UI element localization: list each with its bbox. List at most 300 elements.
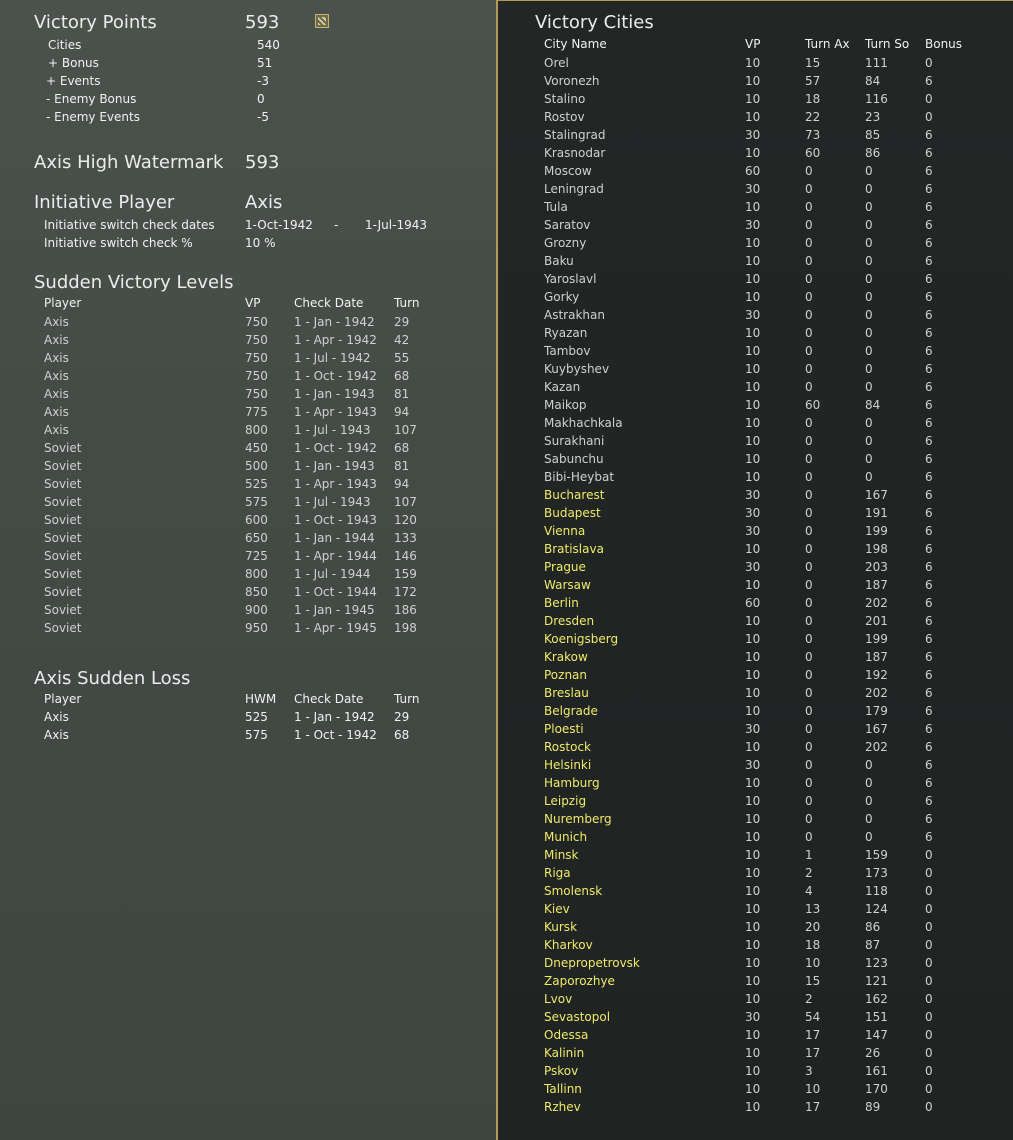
vp-breakdown-value: 540 <box>257 38 280 52</box>
city-name: Bucharest <box>544 488 605 502</box>
sv-vp: 725 <box>245 549 268 563</box>
city-bonus: 6 <box>925 632 933 646</box>
city-vp: 10 <box>745 470 761 484</box>
city-turn-ax: 17 <box>805 1100 821 1114</box>
sv-vp: 750 <box>245 315 268 329</box>
city-turn-so: 116 <box>865 92 888 106</box>
city-bonus: 6 <box>925 668 933 682</box>
city-vp: 10 <box>745 1046 761 1060</box>
city-bonus: 6 <box>925 452 933 466</box>
city-name: Orel <box>544 56 569 70</box>
city-turn-so: 87 <box>865 938 881 952</box>
city-bonus: 6 <box>925 704 933 718</box>
header-turn-ax: Turn Ax <box>805 37 850 51</box>
city-bonus: 6 <box>925 254 933 268</box>
city-turn-so: 192 <box>865 668 888 682</box>
city-bonus: 6 <box>925 74 933 88</box>
city-turn-ax: 0 <box>805 524 813 538</box>
city-turn-so: 159 <box>865 848 888 862</box>
sv-turn: 29 <box>394 315 410 329</box>
initiative-pct-value: 10 % <box>245 236 276 250</box>
city-vp: 10 <box>745 416 761 430</box>
city-turn-so: 202 <box>865 596 888 610</box>
city-bonus: 6 <box>925 812 933 826</box>
city-turn-so: 198 <box>865 542 888 556</box>
initiative-date-from: 1-Oct-1942 <box>245 218 313 232</box>
sv-turn: 94 <box>394 405 410 419</box>
city-bonus: 6 <box>925 614 933 628</box>
sv-vp: 850 <box>245 585 268 599</box>
sv-vp: 650 <box>245 531 268 545</box>
city-turn-ax: 0 <box>805 290 813 304</box>
city-name: Riga <box>544 866 571 880</box>
city-turn-ax: 18 <box>805 938 821 952</box>
sv-turn: 107 <box>394 495 417 509</box>
sv-vp: 800 <box>245 567 268 581</box>
victory-cities-panel <box>498 1 1013 1140</box>
city-name: Maikop <box>544 398 587 412</box>
city-name: Dresden <box>544 614 595 628</box>
city-name: Bibi-Heybat <box>544 470 615 484</box>
header-player: Player <box>44 296 82 310</box>
axis-hwm-value: 593 <box>245 152 280 173</box>
sv-turn: 120 <box>394 513 417 527</box>
city-turn-ax: 0 <box>805 200 813 214</box>
city-bonus: 6 <box>925 290 933 304</box>
city-name: Sabunchu <box>544 452 604 466</box>
city-bonus: 6 <box>925 380 933 394</box>
sv-check-date: 1 - Apr - 1945 <box>294 621 377 635</box>
city-turn-so: 0 <box>865 470 873 484</box>
city-turn-ax: 57 <box>805 74 821 88</box>
city-bonus: 0 <box>925 848 933 862</box>
city-bonus: 6 <box>925 560 933 574</box>
sv-turn: 159 <box>394 567 417 581</box>
city-turn-ax: 22 <box>805 110 821 124</box>
city-turn-ax: 3 <box>805 1064 813 1078</box>
city-turn-so: 0 <box>865 326 873 340</box>
city-turn-so: 0 <box>865 290 873 304</box>
city-name: Breslau <box>544 686 589 700</box>
city-turn-so: 0 <box>865 218 873 232</box>
city-bonus: 0 <box>925 884 933 898</box>
sv-turn: 42 <box>394 333 410 347</box>
city-bonus: 6 <box>925 650 933 664</box>
sv-turn: 81 <box>394 387 410 401</box>
city-turn-ax: 0 <box>805 830 813 844</box>
vp-breakdown-label: - Enemy Events <box>46 110 140 124</box>
city-bonus: 6 <box>925 830 933 844</box>
city-name: Kursk <box>544 920 578 934</box>
sudden-victory-title: Sudden Victory Levels <box>34 272 234 293</box>
sv-turn: 198 <box>394 621 417 635</box>
sv-player: Axis <box>44 333 69 347</box>
victory-cities-title: Victory Cities <box>535 12 654 33</box>
city-bonus: 6 <box>925 524 933 538</box>
city-name: Helsinki <box>544 758 592 772</box>
sv-player: Axis <box>44 405 69 419</box>
city-turn-so: 0 <box>865 830 873 844</box>
initiative-pct-label: Initiative switch check % <box>44 236 193 250</box>
city-turn-so: 0 <box>865 416 873 430</box>
initiative-dates-label: Initiative switch check dates <box>44 218 215 232</box>
city-bonus: 0 <box>925 974 933 988</box>
victory-points-title: Victory Points <box>34 12 157 33</box>
city-turn-ax: 0 <box>805 218 813 232</box>
city-turn-so: 111 <box>865 56 888 70</box>
city-bonus: 0 <box>925 1028 933 1042</box>
city-turn-ax: 13 <box>805 902 821 916</box>
city-turn-so: 0 <box>865 452 873 466</box>
city-name: Saratov <box>544 218 591 232</box>
sv-vp: 750 <box>245 351 268 365</box>
city-turn-ax: 15 <box>805 974 821 988</box>
city-bonus: 6 <box>925 308 933 322</box>
sl-hwm: 575 <box>245 728 268 742</box>
header-vp: VP <box>245 296 261 310</box>
sv-check-date: 1 - Jul - 1943 <box>294 495 371 509</box>
city-turn-so: 86 <box>865 146 881 160</box>
city-turn-ax: 0 <box>805 326 813 340</box>
city-turn-ax: 0 <box>805 344 813 358</box>
toggle-icon[interactable] <box>315 14 329 28</box>
header-turn: Turn <box>394 692 420 706</box>
city-turn-ax: 17 <box>805 1046 821 1060</box>
city-name: Budapest <box>544 506 601 520</box>
city-bonus: 0 <box>925 1082 933 1096</box>
city-turn-so: 0 <box>865 200 873 214</box>
vp-breakdown-label: Cities <box>48 38 82 52</box>
city-turn-so: 173 <box>865 866 888 880</box>
city-name: Stalino <box>544 92 586 106</box>
sl-check-date: 1 - Jan - 1942 <box>294 710 375 724</box>
city-turn-ax: 0 <box>805 308 813 322</box>
city-turn-so: 26 <box>865 1046 881 1060</box>
header-vp: VP <box>745 37 761 51</box>
city-vp: 10 <box>745 434 761 448</box>
city-vp: 60 <box>745 164 761 178</box>
city-turn-so: 84 <box>865 398 881 412</box>
city-turn-ax: 0 <box>805 758 813 772</box>
city-bonus: 6 <box>925 398 933 412</box>
city-vp: 30 <box>745 182 761 196</box>
city-turn-ax: 0 <box>805 488 813 502</box>
city-name: Moscow <box>544 164 592 178</box>
sv-vp: 500 <box>245 459 268 473</box>
city-turn-ax: 0 <box>805 380 813 394</box>
sv-turn: 146 <box>394 549 417 563</box>
city-turn-ax: 0 <box>805 794 813 808</box>
axis-hwm-title: Axis High Watermark <box>34 152 224 173</box>
city-turn-so: 201 <box>865 614 888 628</box>
city-bonus: 6 <box>925 362 933 376</box>
sudden-loss-title: Axis Sudden Loss <box>34 668 191 689</box>
sv-check-date: 1 - Jul - 1943 <box>294 423 371 437</box>
city-name: Makhachkala <box>544 416 623 430</box>
sl-hwm: 525 <box>245 710 268 724</box>
city-name: Dnepropetrovsk <box>544 956 640 970</box>
city-bonus: 6 <box>925 794 933 808</box>
city-turn-ax: 0 <box>805 776 813 790</box>
header-turn-so: Turn So <box>865 37 910 51</box>
sv-turn: 55 <box>394 351 410 365</box>
city-name: Rzhev <box>544 1100 581 1114</box>
city-name: Kharkov <box>544 938 593 952</box>
city-turn-so: 0 <box>865 794 873 808</box>
city-turn-so: 147 <box>865 1028 888 1042</box>
sv-turn: 81 <box>394 459 410 473</box>
city-vp: 10 <box>745 794 761 808</box>
vp-breakdown-label: - Enemy Bonus <box>46 92 137 106</box>
city-turn-ax: 0 <box>805 740 813 754</box>
city-vp: 10 <box>745 614 761 628</box>
city-vp: 30 <box>745 722 761 736</box>
city-bonus: 6 <box>925 686 933 700</box>
city-turn-so: 162 <box>865 992 888 1006</box>
city-name: Vienna <box>544 524 586 538</box>
city-name: Rostov <box>544 110 585 124</box>
city-bonus: 0 <box>925 992 933 1006</box>
city-vp: 30 <box>745 128 761 142</box>
header-city-name: City Name <box>544 37 607 51</box>
city-bonus: 6 <box>925 434 933 448</box>
city-turn-ax: 0 <box>805 164 813 178</box>
city-name: Ploesti <box>544 722 584 736</box>
sv-player: Soviet <box>44 513 82 527</box>
city-bonus: 6 <box>925 722 933 736</box>
city-turn-ax: 0 <box>805 668 813 682</box>
header-hwm: HWM <box>245 692 277 706</box>
city-turn-so: 23 <box>865 110 881 124</box>
city-bonus: 6 <box>925 218 933 232</box>
city-vp: 10 <box>745 668 761 682</box>
city-vp: 10 <box>745 290 761 304</box>
city-bonus: 6 <box>925 200 933 214</box>
city-turn-so: 0 <box>865 380 873 394</box>
sv-player: Soviet <box>44 495 82 509</box>
header-check-date: Check Date <box>294 296 364 310</box>
sv-check-date: 1 - Apr - 1944 <box>294 549 377 563</box>
city-bonus: 0 <box>925 938 933 952</box>
city-name: Kiev <box>544 902 570 916</box>
city-vp: 10 <box>745 236 761 250</box>
city-turn-ax: 2 <box>805 866 813 880</box>
city-vp: 30 <box>745 308 761 322</box>
sl-turn: 68 <box>394 728 410 742</box>
city-turn-ax: 0 <box>805 236 813 250</box>
sl-player: Axis <box>44 728 69 742</box>
victory-summary-panel <box>0 0 496 1140</box>
city-turn-ax: 17 <box>805 1028 821 1042</box>
city-name: Prague <box>544 560 586 574</box>
sv-vp: 600 <box>245 513 268 527</box>
city-turn-ax: 60 <box>805 146 821 160</box>
city-vp: 10 <box>745 1028 761 1042</box>
city-turn-so: 0 <box>865 434 873 448</box>
city-bonus: 6 <box>925 164 933 178</box>
city-turn-ax: 10 <box>805 956 821 970</box>
sv-player: Axis <box>44 387 69 401</box>
city-turn-ax: 0 <box>805 254 813 268</box>
sv-player: Axis <box>44 315 69 329</box>
city-vp: 10 <box>745 686 761 700</box>
city-turn-so: 0 <box>865 758 873 772</box>
city-vp: 30 <box>745 506 761 520</box>
city-bonus: 0 <box>925 1046 933 1060</box>
city-vp: 10 <box>745 812 761 826</box>
city-name: Nuremberg <box>544 812 612 826</box>
city-vp: 10 <box>745 146 761 160</box>
city-name: Tambov <box>544 344 591 358</box>
city-turn-ax: 0 <box>805 272 813 286</box>
city-name: Kuybyshev <box>544 362 610 376</box>
city-name: Zaporozhye <box>544 974 615 988</box>
city-vp: 10 <box>745 1100 761 1114</box>
city-turn-so: 167 <box>865 488 888 502</box>
city-bonus: 6 <box>925 470 933 484</box>
sv-player: Soviet <box>44 603 82 617</box>
sv-player: Soviet <box>44 621 82 635</box>
city-vp: 30 <box>745 1010 761 1024</box>
city-bonus: 6 <box>925 758 933 772</box>
city-bonus: 0 <box>925 92 933 106</box>
header-check-date: Check Date <box>294 692 364 706</box>
city-turn-so: 187 <box>865 578 888 592</box>
city-name: Leningrad <box>544 182 604 196</box>
city-turn-so: 187 <box>865 650 888 664</box>
city-name: Smolensk <box>544 884 603 898</box>
city-turn-ax: 0 <box>805 506 813 520</box>
city-name: Voronezh <box>544 74 600 88</box>
city-bonus: 6 <box>925 182 933 196</box>
sv-check-date: 1 - Jan - 1945 <box>294 603 375 617</box>
sv-turn: 186 <box>394 603 417 617</box>
city-vp: 10 <box>745 92 761 106</box>
city-bonus: 0 <box>925 956 933 970</box>
sv-turn: 68 <box>394 369 410 383</box>
city-turn-ax: 0 <box>805 686 813 700</box>
city-turn-ax: 4 <box>805 884 813 898</box>
sl-check-date: 1 - Oct - 1942 <box>294 728 377 742</box>
city-turn-so: 199 <box>865 632 888 646</box>
city-turn-so: 167 <box>865 722 888 736</box>
sv-player: Soviet <box>44 459 82 473</box>
city-turn-so: 203 <box>865 560 888 574</box>
city-name: Kazan <box>544 380 581 394</box>
city-vp: 10 <box>745 362 761 376</box>
city-turn-ax: 60 <box>805 398 821 412</box>
city-name: Gorky <box>544 290 580 304</box>
header-player: Player <box>44 692 82 706</box>
city-bonus: 0 <box>925 56 933 70</box>
city-vp: 10 <box>745 344 761 358</box>
city-bonus: 0 <box>925 1010 933 1024</box>
city-vp: 10 <box>745 254 761 268</box>
city-vp: 30 <box>745 218 761 232</box>
city-vp: 10 <box>745 326 761 340</box>
city-turn-so: 86 <box>865 920 881 934</box>
city-turn-ax: 2 <box>805 992 813 1006</box>
city-bonus: 6 <box>925 488 933 502</box>
city-bonus: 6 <box>925 542 933 556</box>
city-bonus: 0 <box>925 902 933 916</box>
vp-breakdown-label: + Bonus <box>48 56 99 70</box>
city-turn-ax: 0 <box>805 452 813 466</box>
city-turn-ax: 0 <box>805 560 813 574</box>
city-turn-so: 0 <box>865 182 873 196</box>
sv-check-date: 1 - Jul - 1944 <box>294 567 371 581</box>
sv-turn: 68 <box>394 441 410 455</box>
city-name: Stalingrad <box>544 128 606 142</box>
city-turn-so: 151 <box>865 1010 888 1024</box>
city-turn-so: 0 <box>865 164 873 178</box>
city-turn-so: 202 <box>865 740 888 754</box>
city-vp: 10 <box>745 74 761 88</box>
city-name: Belgrade <box>544 704 598 718</box>
sv-check-date: 1 - Oct - 1943 <box>294 513 377 527</box>
city-name: Surakhani <box>544 434 605 448</box>
victory-points-total: 593 <box>245 12 280 33</box>
sv-vp: 750 <box>245 333 268 347</box>
city-bonus: 0 <box>925 1100 933 1114</box>
city-bonus: 0 <box>925 110 933 124</box>
sv-player: Soviet <box>44 531 82 545</box>
city-bonus: 6 <box>925 344 933 358</box>
city-vp: 10 <box>745 380 761 394</box>
sv-vp: 950 <box>245 621 268 635</box>
city-name: Yaroslavl <box>544 272 597 286</box>
city-name: Krakow <box>544 650 588 664</box>
sv-turn: 172 <box>394 585 417 599</box>
city-turn-ax: 0 <box>805 704 813 718</box>
city-vp: 30 <box>745 560 761 574</box>
city-bonus: 6 <box>925 326 933 340</box>
sv-player: Axis <box>44 351 69 365</box>
sv-turn: 94 <box>394 477 410 491</box>
city-vp: 10 <box>745 650 761 664</box>
city-turn-ax: 0 <box>805 812 813 826</box>
city-turn-ax: 0 <box>805 470 813 484</box>
city-bonus: 6 <box>925 578 933 592</box>
city-turn-so: 123 <box>865 956 888 970</box>
sv-vp: 750 <box>245 369 268 383</box>
city-vp: 10 <box>745 848 761 862</box>
city-vp: 10 <box>745 452 761 466</box>
city-turn-ax: 54 <box>805 1010 821 1024</box>
city-name: Tula <box>544 200 568 214</box>
city-turn-ax: 0 <box>805 596 813 610</box>
city-turn-so: 121 <box>865 974 888 988</box>
city-turn-ax: 0 <box>805 182 813 196</box>
vp-breakdown-label: + Events <box>46 74 101 88</box>
city-turn-so: 84 <box>865 74 881 88</box>
city-turn-so: 85 <box>865 128 881 142</box>
vp-breakdown-value: -5 <box>257 110 269 124</box>
city-name: Odessa <box>544 1028 589 1042</box>
city-turn-so: 89 <box>865 1100 881 1114</box>
city-bonus: 0 <box>925 1064 933 1078</box>
city-name: Grozny <box>544 236 587 250</box>
city-name: Munich <box>544 830 588 844</box>
initiative-title: Initiative Player <box>34 192 175 213</box>
city-bonus: 6 <box>925 128 933 142</box>
sl-turn: 29 <box>394 710 410 724</box>
city-turn-ax: 0 <box>805 632 813 646</box>
city-vp: 10 <box>745 884 761 898</box>
city-vp: 10 <box>745 200 761 214</box>
city-turn-ax: 15 <box>805 56 821 70</box>
city-turn-ax: 20 <box>805 920 821 934</box>
